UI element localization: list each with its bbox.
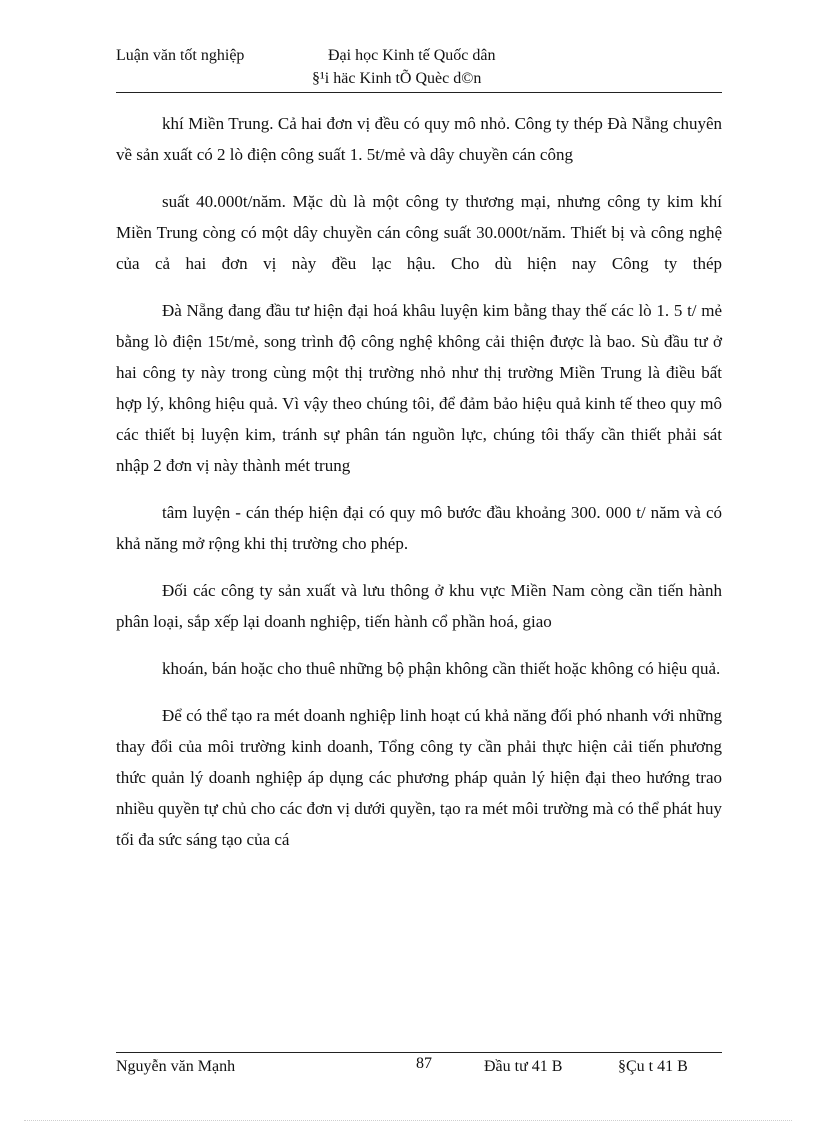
paragraph-6: khoán, bán hoặc cho thuê những bộ phận không cần thiết hoặc không có hiệu quả. <box>162 659 721 678</box>
footer-class-label: Đầu tư 41 B <box>484 1058 563 1075</box>
paragraph-3: Đà Nẵng đang đầu tư hiện đại hoá khâu luyện kim bằng thay thế các lò 1. 5 t/ mẻ bằng lò điện 15t/mẻ, song trình độ công nghệ không cải thiện được là bao. Sù đầu tư ở hai công ty này trong cùng một thị trường nhỏ như thị trường Miền Trung là điều bất hợp lý, không hiệu quả. Vì vậy theo chúng tôi, để đảm bảo hiệu quả kinh tế theo quy mô các thiết bị luyện kim, tránh sự phân tán nguồn lực, chúng tôi thấy cần thiết phải sát nhập 2 đơn vị này thành mét trung <box>116 301 722 475</box>
paragraph-2: suất 40.000t/năm. Mặc dù là một công ty thương mại, nhưng công ty kim khí Miền Trung còng có một dây chuyền cán công suất 30.000t/năm. Thiết bị và công nghệ của cả hai đơn vị này đều lạc hậu. Cho dù hiện nay Công ty thép <box>116 192 722 273</box>
header-university-name: Đại học Kinh tế Quốc dân <box>328 47 496 64</box>
header-divider <box>116 92 722 93</box>
header-thesis-label: Luận văn tốt nghiệp <box>116 47 245 64</box>
paragraph-4: tâm luyện - cán thép hiện đại có quy mô bước đầu khoảng 300. 000 t/ năm và có khả năng mở rộng khi thị trường cho phép. <box>116 503 722 553</box>
footer-class-label-encoded: §Çu t 41 B <box>618 1058 688 1075</box>
paragraph-1: khí Miền Trung. Cả hai đơn vị đều có quy mô nhỏ. Công ty thép Đà Nẵng chuyên về sản xuất có 2 lò điện công suất 1. 5t/mẻ và dây chuyền cán công <box>116 114 722 164</box>
document-body <box>116 108 722 855</box>
paragraph-5: Đối các công ty sản xuất và lưu thông ở khu vực Miền Nam còng cần tiến hành phân loại, sắp xếp lại doanh nghiệp, tiến hành cổ phần hoá, giao <box>116 581 722 631</box>
header-university-name-encoded: §¹i häc Kinh tÕ Quèc d©n <box>312 70 482 87</box>
footer-divider <box>116 1052 722 1053</box>
paragraph-7: Để có thể tạo ra mét doanh nghiệp linh hoạt cú khả năng đối phó nhanh với những thay đổi của môi trường kinh doanh, Tổng công ty cần phải thực hiện cải tiến phương thức quản lý doanh nghiệp áp dụng các phương pháp quản lý hiện đại theo hướng trao nhiều quyền tự chủ cho các đơn vị dưới quyền, tạo ra mét môi trường mà có thể phát huy tối đa sức sáng tạo của cá <box>116 706 723 849</box>
page-number: 87 <box>416 1055 432 1072</box>
footer-author: Nguyễn văn Mạnh <box>116 1058 236 1075</box>
page-edge-divider <box>24 1120 792 1121</box>
